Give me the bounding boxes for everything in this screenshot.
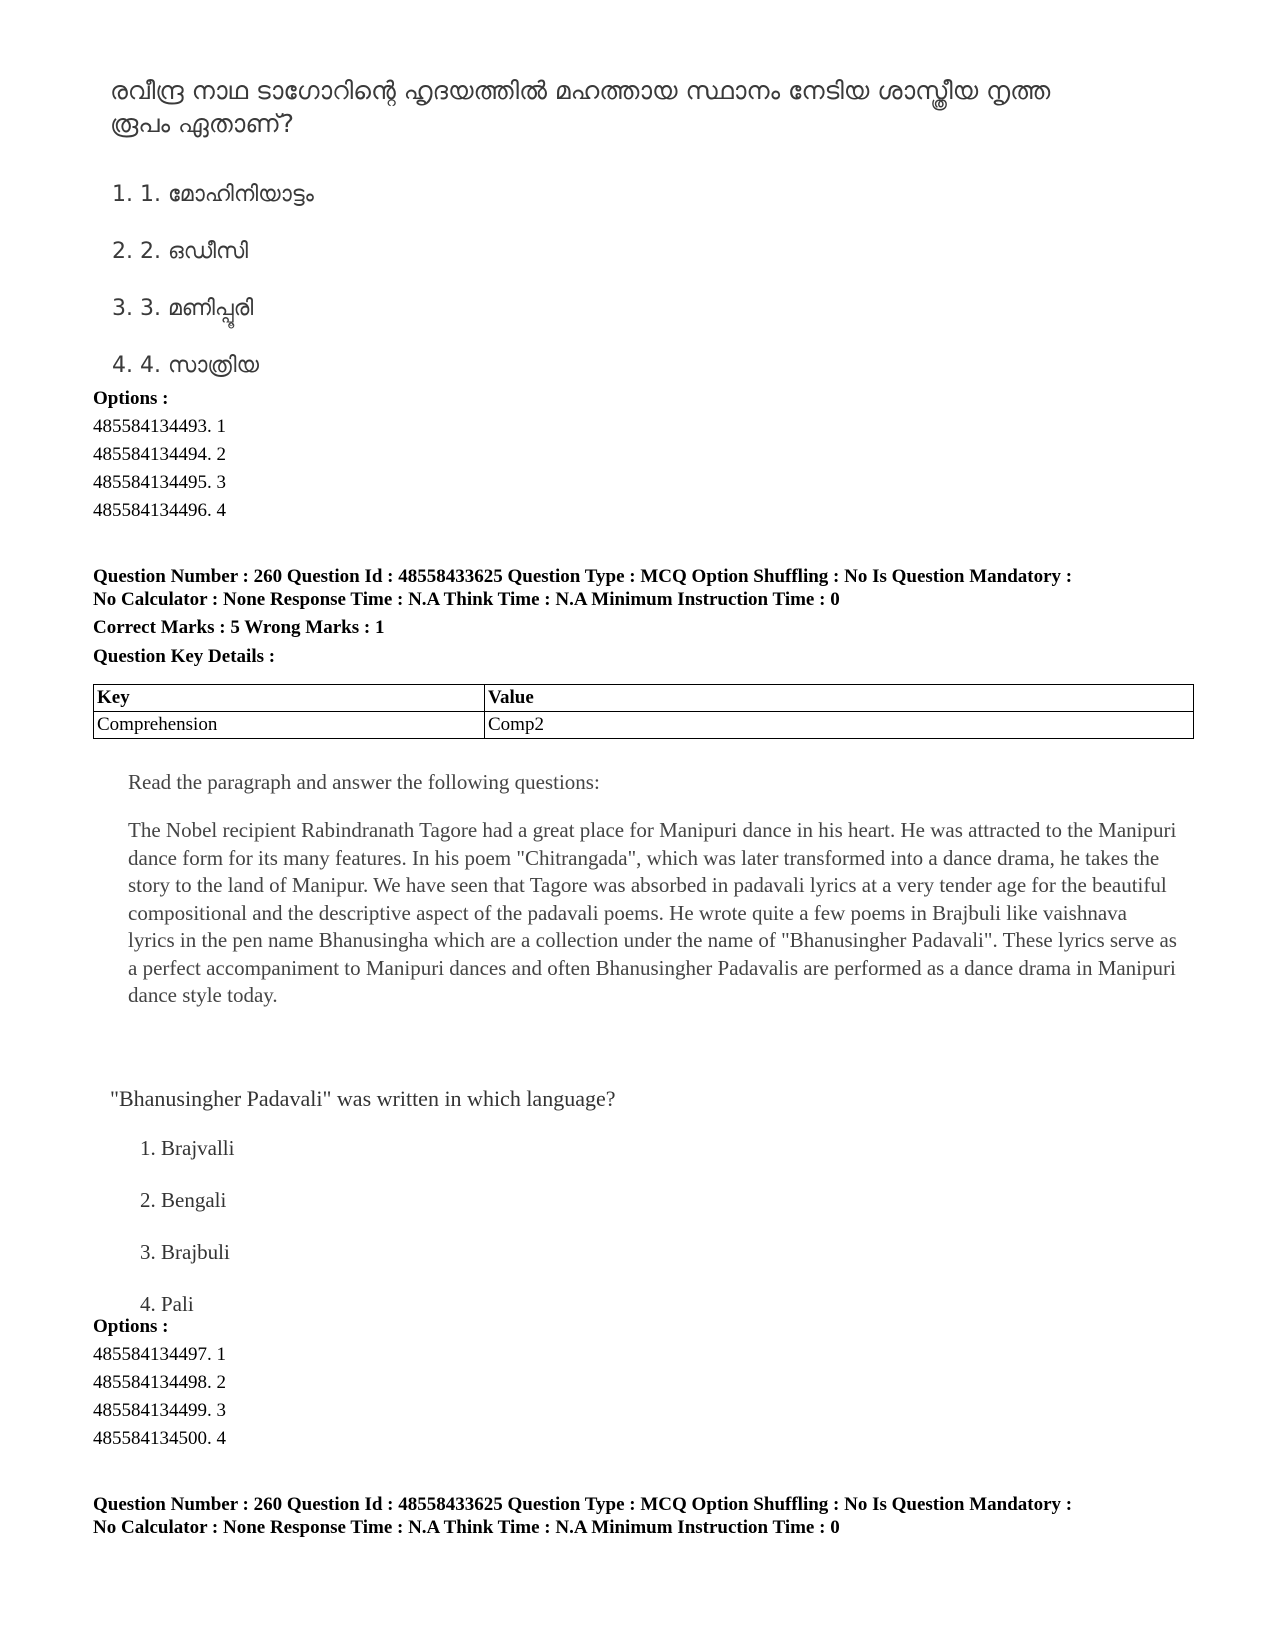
option-id: 485584134497. 1	[93, 1344, 226, 1365]
option-id: 485584134499. 3	[93, 1400, 226, 1421]
choice-item: 1. 1. മോഹിനിയാട്ടം	[140, 182, 314, 207]
question-text: "Bhanusingher Padavali" was written in which language?	[110, 1086, 616, 1111]
table-cell: Comprehension	[94, 712, 485, 739]
table-row	[94, 712, 1194, 739]
table-header-cell: Key	[94, 685, 485, 712]
option-id: 485584134494. 2	[93, 444, 226, 465]
choice-item: 3. 3. മണിപ്പൂരി	[140, 296, 253, 321]
key-details-table	[93, 684, 1194, 739]
option-id: 485584134493. 1	[93, 416, 226, 437]
table-header-row	[94, 685, 1194, 712]
marks-line: Correct Marks : 5 Wrong Marks : 1	[93, 617, 385, 638]
passage-image	[128, 770, 1178, 1010]
table-header-cell: Value	[485, 685, 1194, 712]
options-label: Options :	[93, 388, 169, 409]
choice-item: 3. Brajbuli	[140, 1240, 230, 1264]
question-meta-line: Question Number : 260 Question Id : 48558433625 Question Type : MCQ Option Shuffling : No Is Question Mandatory :	[93, 566, 1073, 587]
question-meta-line: No Calculator : None Response Time : N.A Think Time : N.A Minimum Instruction Time : 0	[93, 1517, 840, 1538]
options-label: Options :	[93, 1316, 169, 1337]
option-id: 485584134498. 2	[93, 1372, 226, 1393]
question-text: രവീന്ദ്ര നാഥ ടാഗോറിന്റെ ഹൃദയത്തിൽ മഹത്തായ സ്ഥാനം നേടിയ ശാസ്ത്രീയ നൃത്ത രൂപം ഏതാണ്?	[110, 76, 1051, 138]
choice-item: 4. Pali	[140, 1292, 194, 1316]
question-meta-line: No Calculator : None Response Time : N.A Think Time : N.A Minimum Instruction Time : 0	[93, 589, 840, 610]
choice-item: 2. Bengali	[140, 1188, 227, 1212]
option-id: 485584134496. 4	[93, 500, 226, 521]
question-meta-line: Question Number : 260 Question Id : 48558433625 Question Type : MCQ Option Shuffling : No Is Question Mandatory :	[93, 1494, 1073, 1515]
question-image-malayalam	[110, 74, 1110, 140]
table-cell: Comp2	[485, 712, 1194, 739]
passage-intro: Read the paragraph and answer the following questions:	[128, 770, 600, 794]
passage-body: The Nobel recipient Rabindranath Tagore had a great place for Manipuri dance in his heart. He was attracted to the Manipuri dance form for its many features. In his poem "Chitrangada", which was later transformed into a dance drama, he takes the story to the land of Manipur. We have seen that Tagore was absorbed in padavali lyrics at a very tender age for the beautiful compositional and the descriptive aspect of the padavali poems. He wrote quite a few poems in Brajbuli like vaishnava lyrics in the pen name Bhanusingha which are a collection under the name of "Bhanusingher Padavali". These lyrics serve as a perfect accompaniment to Manipuri dances and often Bhanusingher Padavalis are performed as a dance drama in Manipuri dance style today.	[128, 818, 1177, 1007]
choice-item: 4. 4. സാത്രിയ	[140, 353, 259, 378]
option-id: 485584134495. 3	[93, 472, 226, 493]
option-id: 485584134500. 4	[93, 1428, 226, 1449]
choice-item: 1. Brajvalli	[140, 1136, 235, 1160]
key-details-label: Question Key Details :	[93, 646, 276, 667]
choice-item: 2. 2. ഒഡീസി	[140, 239, 248, 264]
